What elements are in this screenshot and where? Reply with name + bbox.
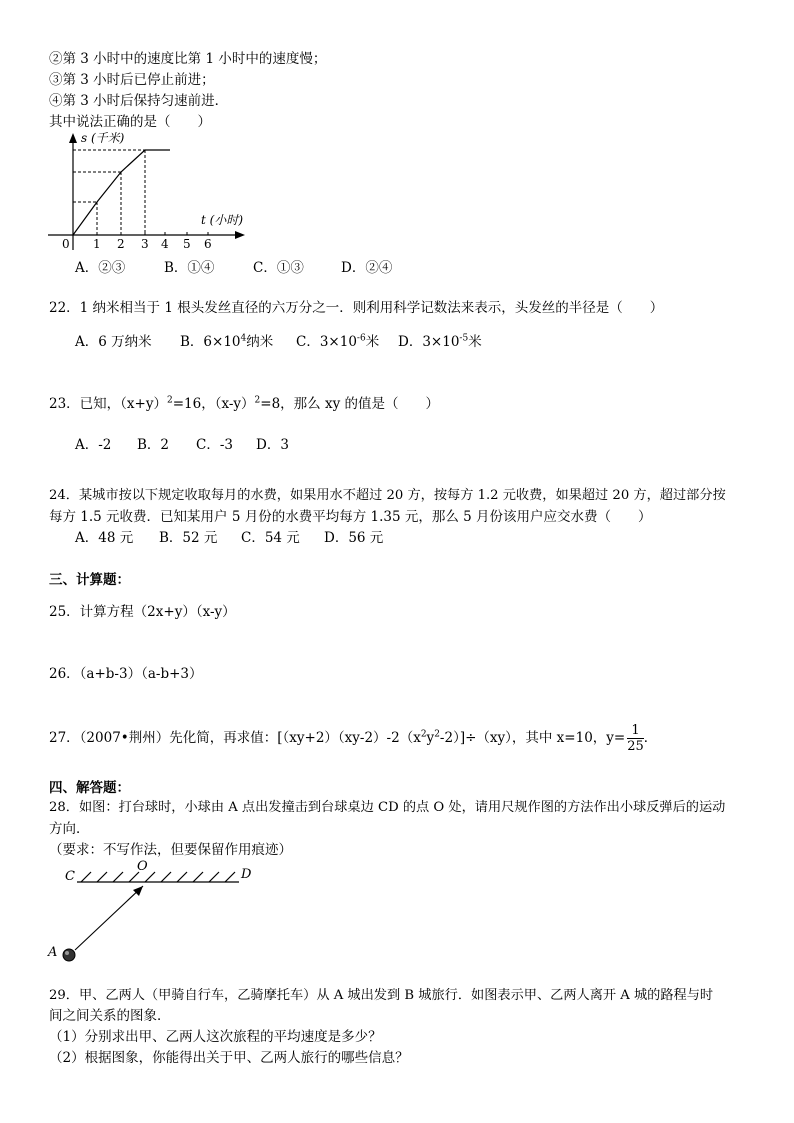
- x-tick-1: 1: [93, 237, 101, 251]
- section-3-heading: 三、计算题：: [49, 572, 130, 588]
- x-axis-arrow: [235, 231, 245, 239]
- q22-option-d: D．$3\times 10^{-5}$米: [398, 333, 482, 350]
- y-axis-arrow: [69, 133, 77, 143]
- edge-hatching: [81, 872, 235, 882]
- q28-line-1: 28．如图：打台球时，小球由 A 点出发撞击到台球桌边 CD 的点 O 处，请用尺规作图的方法作出小球反弹后的运动: [49, 800, 726, 815]
- x-tick-6: 6: [204, 237, 212, 251]
- q27-text: 27．（2007•荆州）先化简，再求值：$[(xy+2)(xy-2)-2(x^2y^2-2)]\div(xy)$，其中 x=10，y= $\frac{1}{25}$ ．: [49, 723, 658, 754]
- q23-option-a: A．-2: [75, 437, 112, 453]
- q28-line-2: 方向．: [49, 821, 90, 837]
- q29-line-1: 29．甲、乙两人（甲骑自行车，乙骑摩托车）从 A 城出发到 B 城旅行．如图表示甲、乙两人离开 A 城的路程与时: [49, 988, 714, 1003]
- label-o: O: [137, 859, 148, 874]
- q23-option-b: B．2: [137, 437, 170, 453]
- q28-billiard-diagram: [45, 856, 265, 968]
- q24-option-c: C．54 元: [241, 530, 300, 546]
- q21-option-c: C．①③: [253, 260, 304, 276]
- q25-text: 25．计算方程（2x+y）（x-y）: [49, 604, 236, 620]
- q23-text: 23．已知，$(x+y)^2=16$，$(x-y)^2=8$，那么 xy 的值是（ ）: [49, 395, 439, 412]
- y-axis-label: s (千米): [81, 131, 125, 145]
- q21-prompt: 其中说法正确的是（ ）: [49, 114, 211, 130]
- q22-option-b: B．$6\times 10^4$纳米: [180, 333, 274, 350]
- q29-sub-2: （2）根据图象，你能得出关于甲、乙两人旅行的哪些信息？: [49, 1050, 409, 1066]
- q21-statement-2: ②第 3 小时中的速度比第 1 小时中的速度慢；: [49, 51, 327, 67]
- q21-option-a: A．②③: [75, 260, 126, 276]
- q24-option-b: B．52 元: [159, 530, 218, 546]
- q24-option-d: D．56 元: [324, 530, 384, 546]
- q24-line-1: 24．某城市按以下规定收取每月的水费，如果用水不超过 20 方，按每方 1.2 元收费，如果超过 20 方，超过部分按: [49, 488, 726, 503]
- q21-option-b: B．①④: [164, 260, 215, 276]
- x-tick-2: 2: [117, 237, 125, 251]
- q22-text: 22．1 纳米相当于 1 根头发丝直径的六万分之一．则利用科学记数法来表示，头发丝的半径是（ ）: [49, 300, 664, 316]
- ball-path: [75, 886, 143, 950]
- q21-statement-4: ④第 3 小时后保持匀速前进．: [49, 93, 229, 109]
- q24-line-2: 每方 1.5 元收费．已知某用户 5 月份的水费平均每方 1.35 元，那么 5 月份该用户应交水费（ ）: [49, 509, 652, 525]
- q22-option-c: C．$3\times 10^{-6}$米: [296, 333, 380, 350]
- q26-text: 26．（a+b-3）（a-b+3）: [49, 666, 203, 682]
- q29-sub-1: （1）分别求出甲、乙两人这次旅程的平均速度是多少？: [49, 1029, 382, 1045]
- origin-label: 0: [62, 237, 70, 251]
- x-axis-label: t (小时): [201, 213, 244, 227]
- q22-option-a: A．6 万纳米: [75, 334, 152, 350]
- q24-option-a: A．48 元: [75, 530, 134, 546]
- x-tick-5: 5: [183, 237, 191, 251]
- section-4-heading: 四、解答题：: [49, 780, 130, 796]
- dashed-guides: [73, 150, 145, 235]
- q21-statement-3: ③第 3 小时后已停止前进；: [49, 72, 215, 88]
- q29-line-2: 间之间关系的图象．: [49, 1008, 171, 1024]
- ball: [63, 949, 75, 961]
- label-c: C: [65, 869, 75, 884]
- x-tick-4: 4: [161, 237, 169, 251]
- q23-option-c: C．-3: [196, 437, 233, 453]
- q21-option-d: D．②④: [341, 260, 393, 276]
- q27-fraction: $\frac{1}{25}$: [627, 723, 644, 754]
- q28-line-3: （要求：不写作法，但要保留作用痕迹）: [49, 842, 292, 858]
- q23-option-d: D．3: [256, 437, 289, 453]
- q21-distance-time-graph: [45, 128, 255, 256]
- label-d: D: [241, 867, 252, 882]
- label-a: A: [48, 945, 58, 960]
- x-tick-3: 3: [141, 237, 149, 251]
